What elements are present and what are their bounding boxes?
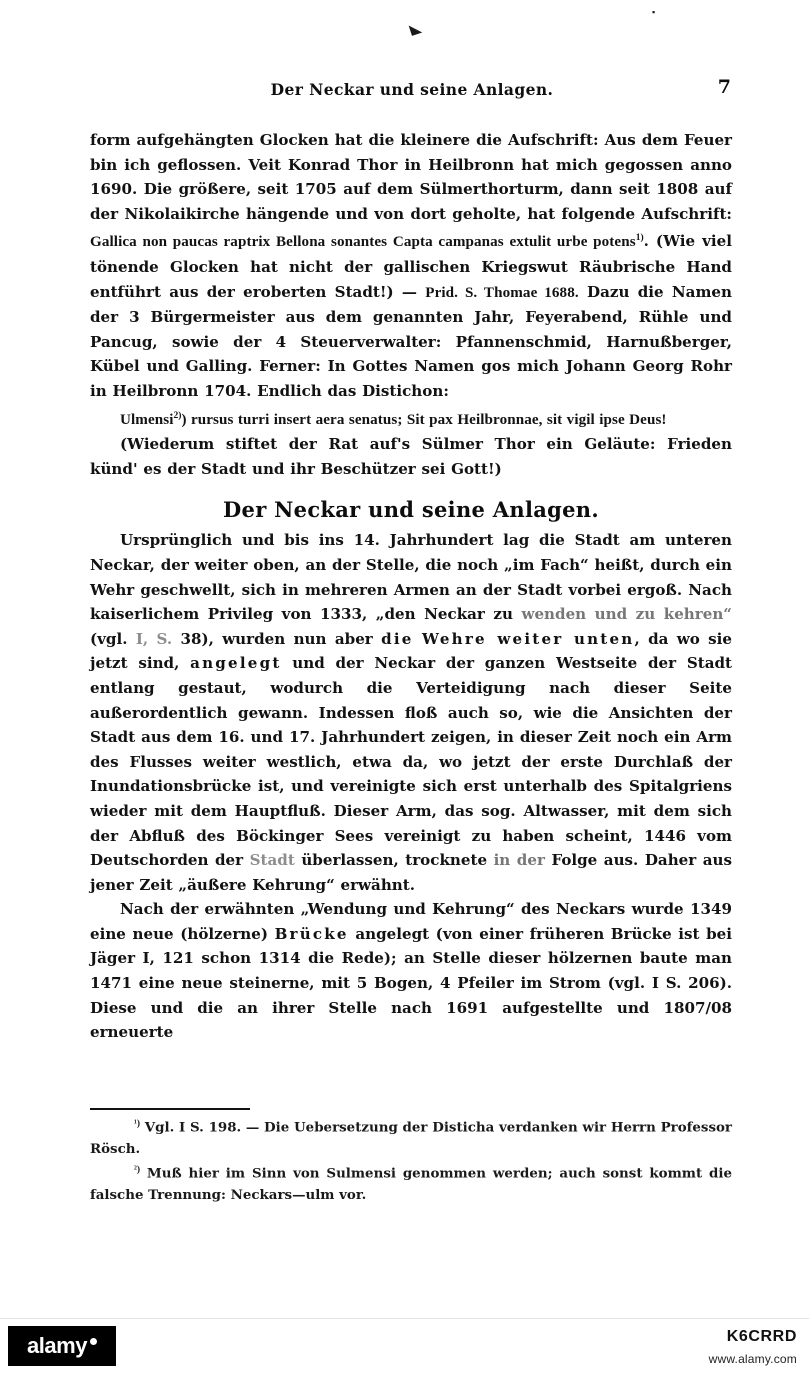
running-head [92, 80, 732, 99]
alamy-logo-text: alamy [27, 1333, 87, 1358]
paragraph-continuation: form aufgehängten Glocken hat die kleinere die Aufschrift: Aus dem Feuer bin ich geflossen. Veit Konrad Thor in Heilbronn hat mich gegossen anno 1690. Die größere, seit 1705 auf dem Sülmerthorturm, dann seit 1808 auf der Nikolaikirche hängende und von dort geholte, hat folgende Aufschrift: Gallica non paucas raptrix Bellona sonantes Capta campanas extulit urbe potens$^{1)}$. (Wie viel tönende Glocken hat nicht der gallischen Kriegswut Räubrische Hand entführt aus der eroberten Stadt!) — Prid. S. Thomae 1688. Dazu die Namen der 3 Bürgermeister aus dem genannten Jahr, Feyerabend, Rühle und Pancug, sowie der 4 Steuerverwalter: Pfannenschmid, Harnußberger, Kübel und Galling. Ferner: In Gottes Namen gos mich Johann Georg Rohr in Heilbronn 1704. Endlich das Distichon: [90, 131, 732, 400]
stock-site-url: www.alamy.com [708, 1352, 797, 1366]
footnote-marker-2: ²) [134, 1165, 141, 1176]
stock-footer-bar [0, 1318, 809, 1391]
section-heading: Der Neckar und seine Anlagen. [223, 497, 599, 523]
footnote-ref-2[interactable]: 2) [173, 410, 182, 421]
footnote-1-text: Vgl. I S. 198. — Die Uebersetzung der Disticha verdanken wir Herrn Professor Rösch. [90, 1119, 732, 1157]
section-paragraph-2: Nach der erwähnten „Wendung und Kehrung“ des Neckars wurde 1349 eine neue (hölzerne) Brücke angelegt (von einer früheren Brücke ist bei Jäger I, 121 schon 1314 die Rede); an Stelle dieser hölzernen baute man 1471 eine neue steinerne, mit 5 Bogen, 4 Pfeiler im Strom (vgl. I S. 206). Diese und die an ihrer Stelle nach 1691 aufgestellte und 1807/08 erneuerte [90, 900, 732, 1042]
alamy-logo [8, 1326, 116, 1366]
footnotes-block [90, 1114, 732, 1207]
alamy-logo-dot [90, 1338, 97, 1345]
footnote-marker-1: ¹) [134, 1119, 141, 1129]
stock-image-id: K6CRRD [726, 1328, 797, 1345]
scan-artifact-mark: ◣ [407, 20, 421, 37]
footnote-ref-1[interactable]: 1) [635, 233, 644, 244]
section-paragraph-1: Ursprünglich und bis ins 14. Jahrhundert lag die Stadt am unteren Neckar, der weiter oben, an der Stelle, die noch „im Fach“ heißt, durch ein Wehr geschwellt, sich in mehreren Armen an der Stadt vorbei ergoß. Nach kaiserlichem Privileg von 1333, „den Neckar zu wenden und zu kehren“ (vgl. I, S. 38), wurden nun aber die Wehre weiter unten, da wo sie jetzt sind, angelegt und der Neckar der ganzen Westseite der Stadt entlang gestaut, wodurch die Verteidigung nach dieser Seite außerordentlich gewann. Indessen floß auch so, wie die Ansichten der Stadt aus dem 16. und 17. Jahrhundert zeigen, in dieser Zeit noch ein Arm des Flusses weiter westlich, etwa da, wo jetzt der erste Durchlaß der Inundationsbrücke ist, und vereinigte sich erst unterhalb des Spitalgriens wieder mit dem Hauptfluß. Dieser Arm, das sog. Altwasser, mit dem sich der Abfluß des Böckinger Sees vereinigt zu haben scheint, 1446 vom Deutschorden der Stadt überlassen, trocknete in der Folge aus. Daher aus jener Zeit „äußere Kehrung“ erwähnt. [90, 531, 733, 894]
footnote-2-text: Muß hier im Sinn von Sulmensi genommen werden; auch sonst kommt die falsche Trennung: Neckars—ulm vor. [90, 1165, 732, 1204]
distich-translation: (Wiederum stiftet der Rat auf's Sülmer Thor ein Geläute: Frieden künd' es der Stadt und ihr Beschützer sei Gott!) [90, 435, 732, 478]
body-column [90, 128, 732, 1045]
latin-distich: Ulmensi$^{2)}$) rursus turri insert aera senatus; Sit pax Heilbronnae, sit vigil ipse Deus! [120, 410, 667, 428]
running-head-title: Der Neckar und seine Anlagen. [270, 80, 554, 99]
page-number: 7 [717, 76, 731, 98]
footnote-rule [90, 1108, 250, 1110]
footnote-2 [90, 1160, 732, 1206]
footnote-1 [90, 1114, 732, 1160]
scan-speck-mark: ▪ [652, 7, 656, 17]
